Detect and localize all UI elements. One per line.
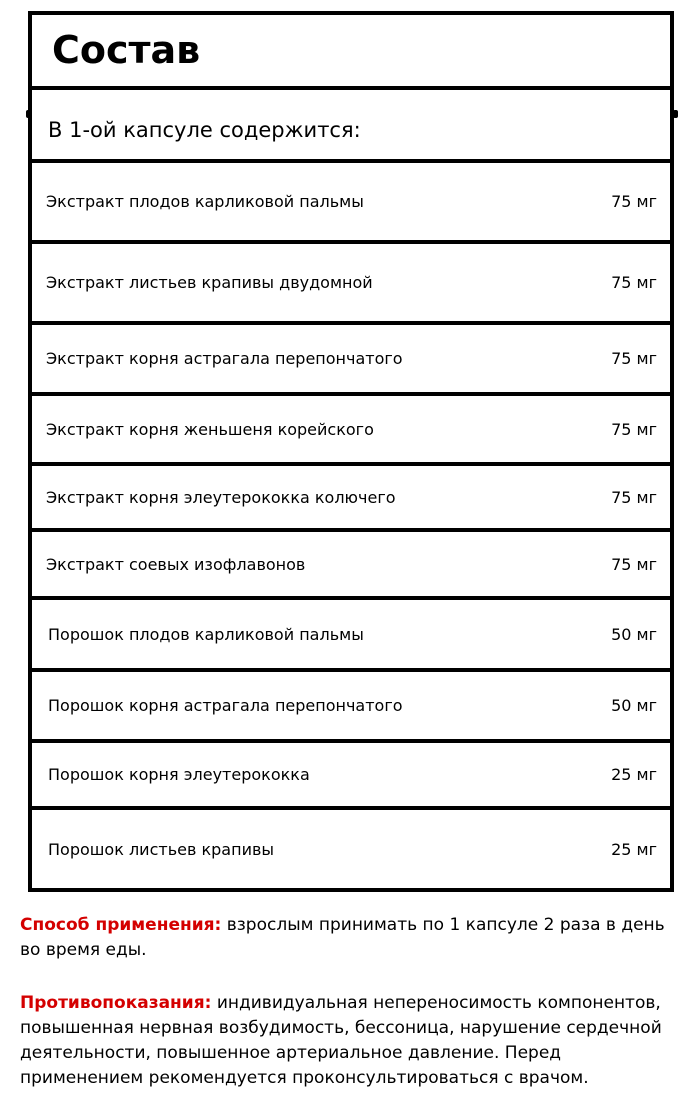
- ingredient-row: [32, 325, 670, 392]
- ingredient-name: Порошок листьев крапивы: [48, 839, 275, 859]
- ingredient-row: [32, 532, 670, 596]
- contraindications: [20, 991, 685, 1091]
- ingredient-amount: 75 мг: [611, 273, 657, 292]
- ingredient-row: [32, 743, 670, 806]
- header-divider: [28, 86, 674, 90]
- ingredient-row: [32, 672, 670, 739]
- ingredient-name: Порошок корня элеутерококка: [48, 765, 310, 784]
- ingredient-amount: 25 мг: [611, 765, 657, 784]
- ingredient-name: Экстракт корня астрагала перепончатого: [46, 349, 403, 368]
- usage-text: взрослым принимать по 1 капсуле 2 раза в день во время еды.: [20, 915, 665, 960]
- capsule-contents-heading: В 1-ой капсуле содержится:: [48, 118, 361, 142]
- ingredient-row: [32, 810, 670, 888]
- ingredient-amount: 50 мг: [611, 624, 657, 644]
- ingredient-name: Порошок корня астрагала перепончатого: [48, 696, 403, 715]
- ingredient-name: Экстракт соевых изофлавонов: [46, 554, 306, 574]
- ingredient-row: [32, 244, 670, 321]
- ingredient-name: Экстракт корня элеутерококка колючего: [46, 487, 396, 507]
- ingredient-amount: 75 мг: [611, 192, 657, 211]
- ingredient-row: [32, 396, 670, 462]
- ingredient-amount: 75 мг: [611, 487, 657, 507]
- ingredient-amount: 75 мг: [611, 349, 657, 368]
- usage-instructions: [20, 913, 685, 963]
- ingredient-row: [32, 163, 670, 240]
- ingredient-amount: 75 мг: [611, 554, 657, 574]
- ingredient-amount: 75 мг: [611, 419, 657, 439]
- usage-label: Способ применения:: [20, 915, 222, 935]
- contraindications-text: индивидуальная непереносимость компонентов, повышенная нервная возбудимость, бессоница, нарушение сердечной деятельности, повышенное артериальное давление. Перед применением рекомендуется проконсультироваться с врачом.: [20, 993, 662, 1088]
- page-title: Состав: [52, 28, 201, 72]
- ingredient-amount: 50 мг: [611, 696, 657, 715]
- ingredient-name: Экстракт плодов карликовой пальмы: [46, 192, 364, 211]
- ingredient-name: Экстракт корня женьшеня корейского: [46, 419, 374, 439]
- left-divider-mark: [26, 110, 31, 118]
- ingredient-row: [32, 600, 670, 668]
- ingredient-name: Порошок плодов карликовой пальмы: [48, 624, 364, 644]
- ingredient-amount: 25 мг: [611, 839, 657, 859]
- contraindications-label: Противопоказания:: [20, 993, 212, 1013]
- ingredient-row: [32, 466, 670, 528]
- right-divider-mark: [673, 110, 678, 118]
- ingredient-name: Экстракт листьев крапивы двудомной: [46, 273, 373, 292]
